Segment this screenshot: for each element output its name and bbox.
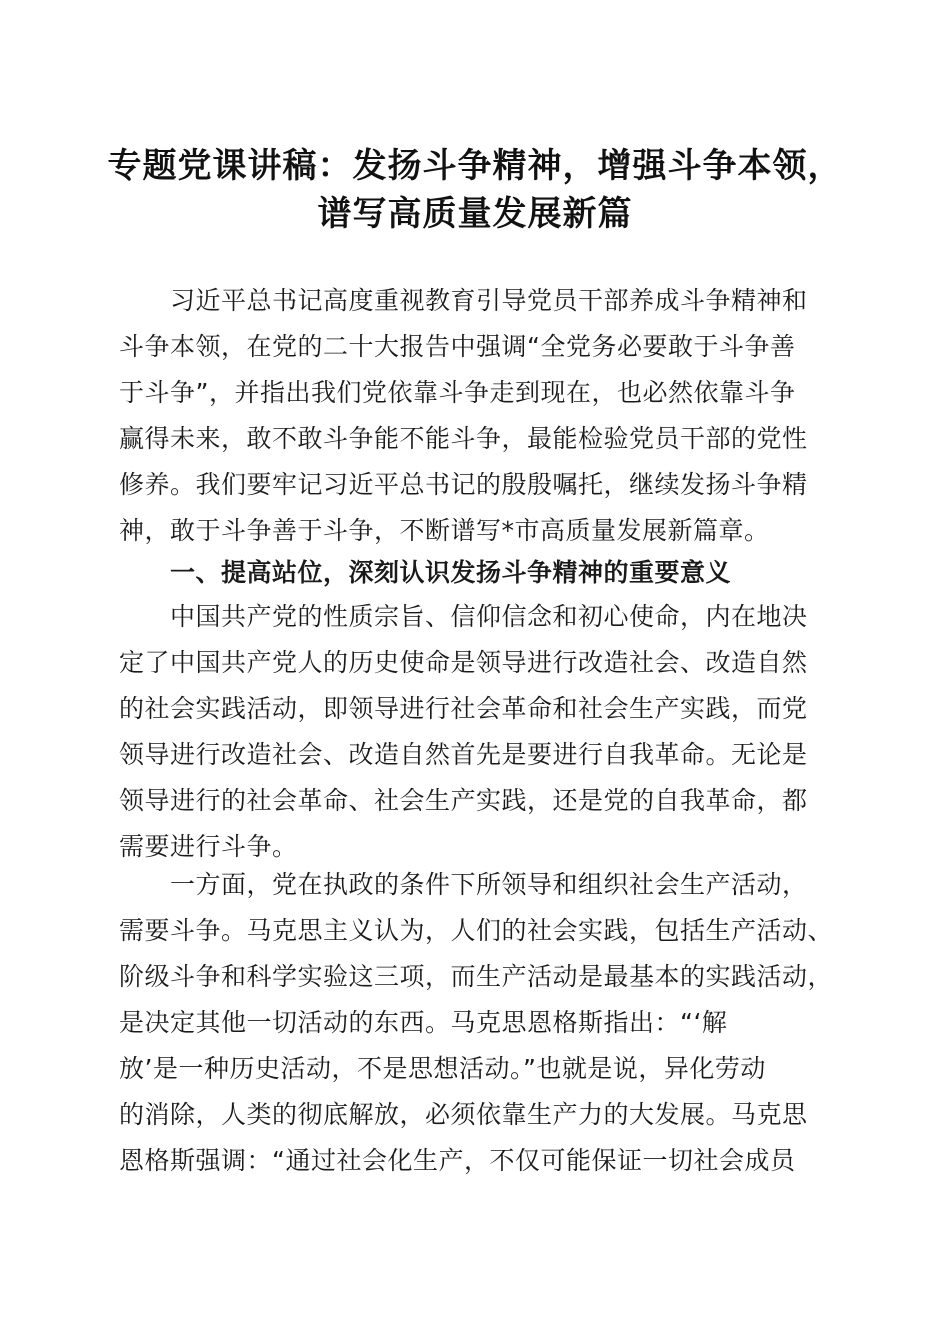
paragraph-line: 恩格斯强调：“通过社会化生产，不仅可能保证一切社会成员 <box>119 1146 796 1175</box>
paragraph-line: 阶级斗争和科学实验这三项，而生产活动是最基本的实践活动， <box>119 962 834 991</box>
paragraph-line: 需要进行斗争。 <box>119 832 298 861</box>
paragraph-line: 的消除，人类的彻底解放，必须依靠生产力的大发展。马克思 <box>119 1100 808 1129</box>
paragraph-line: 的社会实践活动，即领导进行社会革命和社会生产实践，而党 <box>119 694 808 723</box>
document-title-line-2: 谱写高质量发展新篇 <box>317 194 633 234</box>
paragraph-line: 习近平总书记高度重视教育引导党员干部养成斗争精神和 <box>170 286 808 315</box>
paragraph-line: 放’是一种历史活动，不是思想活动。”也就是说，异化劳动 <box>119 1054 766 1083</box>
paragraph-line: 修养。我们要牢记习近平总书记的殷殷嘱托，继续发扬斗争精 <box>119 470 808 499</box>
paragraph-line: 是决定其他一切活动的东西。马克思恩格斯指出：“‘解 <box>119 1008 728 1037</box>
paragraph-line: 中国共产党的性质宗旨、信仰信念和初心使命，内在地决 <box>170 602 808 631</box>
paragraph-line: 需要斗争。马克思主义认为，人们的社会实践，包括生产活动、 <box>119 916 834 945</box>
document-title-line-1: 专题党课讲稿：发扬斗争精神，增强斗争本领， <box>107 146 843 186</box>
paragraph-line: 于斗争”，并指出我们党依靠斗争走到现在，也必然依靠斗争 <box>119 378 796 407</box>
paragraph-line: 定了中国共产党人的历史使命是领导进行改造社会、改造自然 <box>119 648 808 677</box>
paragraph-line: 领导进行改造社会、改造自然首先是要进行自我革命。无论是 <box>119 740 808 769</box>
paragraph-line: 神，敢于斗争善于斗争，不断谱写*市高质量发展新篇章。 <box>119 516 770 545</box>
paragraph-line: 斗争本领，在党的二十大报告中强调“全党务必要敢于斗争善 <box>119 332 796 361</box>
paragraph-line: 领导进行的社会革命、社会生产实践，还是党的自我革命，都 <box>119 786 808 815</box>
paragraph-line: 一方面，党在执政的条件下所领导和组织社会生产活动， <box>170 870 808 899</box>
section-heading: 一、提高站位，深刻认识发扬斗争精神的重要意义 <box>170 558 732 587</box>
paragraph-line: 赢得未来，敢不敢斗争能不能斗争，最能检验党员干部的党性 <box>119 424 808 453</box>
